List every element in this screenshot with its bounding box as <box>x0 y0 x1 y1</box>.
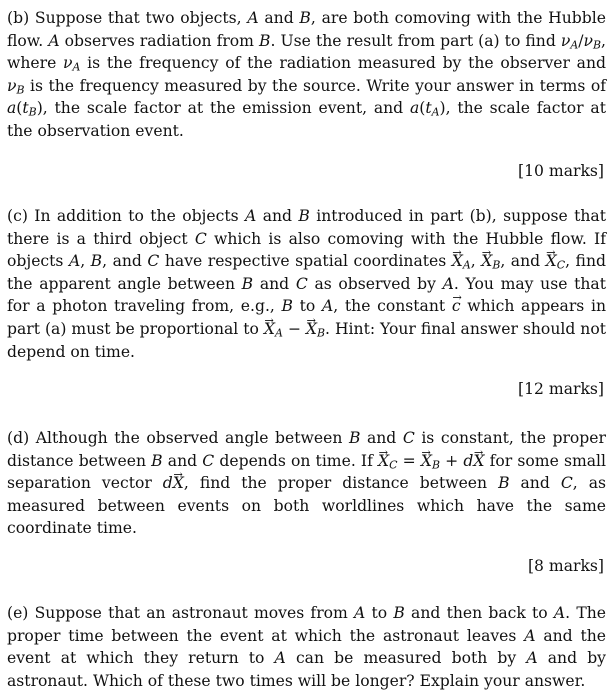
part-b-text: (b) Suppose that two objects, A and B, are both comoving with the Hubble flow. A observes radiation from B. Use the result from part (a) to find $\nu_A/\nu_B$, where $\nu_A$ is the frequency of the radiation measured by the observer and $\nu_B$ is the frequency measured by the source. Write your answer in terms of $a(t_B)$, the scale factor at the emission event, and $a(t_A)$, the scale factor at the observation event. <box>7 9 607 140</box>
part-e <box>7 602 606 692</box>
part-c <box>7 205 606 363</box>
part-d-text: (d) Although the observed angle between B and C is constant, the proper distance between B and C depends on time. $If \to X_C$ = → $X_B + d\to X$ for some small separation vector d→ X, find the proper distance between B and C, as measured between events on both worldlines which have the same coordinate time. <box>7 427 606 540</box>
part-d-marks: [8 marks] <box>527 557 604 575</box>
part-b <box>7 7 606 143</box>
part-e-text: (e) Suppose that an astronaut moves from A to B and then back to A. The proper time between the event at which the astronaut leaves A and the event at which they return to A can be measured both by A and by astronaut. Which of these two times will be longer? Explain your answer. <box>7 604 606 690</box>
part-c-text: (c) In addition to the objects A and B introduced in part (b), suppose that there is a third object C which is also comoving with the Hubble flow. If objects A, B, and C have respective spatial coordinates → $X_A$, → $X_B$, and → $X_C$, find the apparent angle between B and C as observed by A. You may use that for a photon traveling from, e.g., B to A, the constant → c which appears in part (a) must be proportional to → $X_A$ − → $X_B$. Hint: Your final answer should not depend on time. <box>7 205 606 363</box>
part-c-marks: [12 marks] <box>518 380 604 398</box>
part-d <box>7 427 606 540</box>
part-b-label: (b) <box>7 9 30 27</box>
part-b-marks: [10 marks] <box>518 162 604 180</box>
